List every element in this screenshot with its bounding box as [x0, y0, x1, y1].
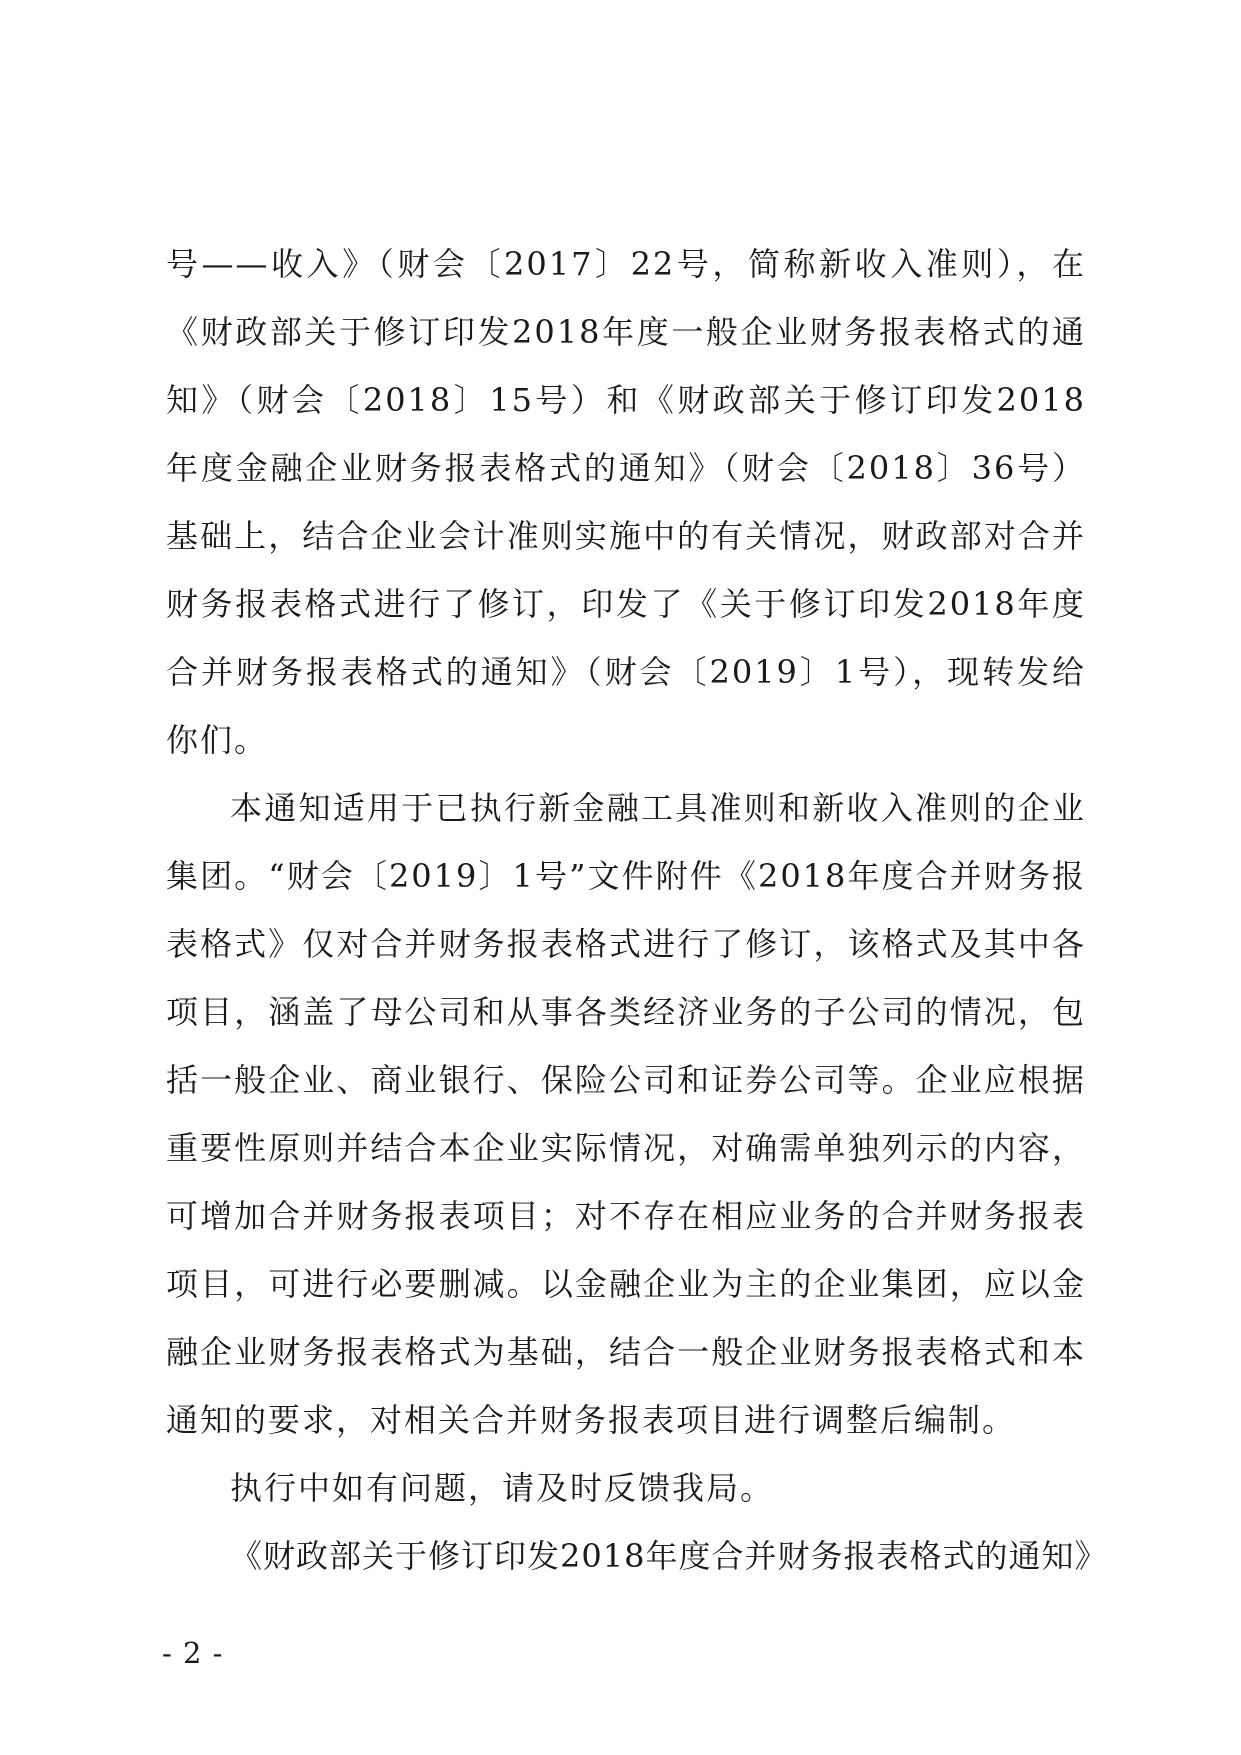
paragraph-feedback: 执行中如有问题，请及时反馈我局。: [230, 1469, 775, 1507]
page-number: - 2 -: [162, 1636, 224, 1670]
document-body: [166, 230, 1108, 1590]
paragraph-scope: 本通知适用于已执行新金融工具准则和新收入准则的企业集团。“财会〔2019〕1号”文件附件《2018年度合并财务报表格式》仅对合并财务报表格式进行了修订，该格式及其中各项目，涵盖了母公司和从事各类经济业务的子公司的情况，包括一般企业、商业银行、保险公司和证券公司等。企业应根据重要性原则并结合本企业实际情况，对确需单独列示的内容，可增加合并财务报表项目；对不存在相应业务的合并财务报表项目，可进行必要删减。以金融企业为主的企业集团，应以金融企业财务报表格式为基础，结合一般企业财务报表格式和本通知的要求，对相关合并财务报表项目进行调整后编制。: [166, 789, 1086, 1439]
attachment-title: 《财政部关于修订印发2018年度合并财务报表格式的通知》: [230, 1537, 1108, 1575]
paragraph-continuation: 号——收入》（财会〔2017〕22号，简称新收入准则），在《财政部关于修订印发2018年度一般企业财务报表格式的通知》（财会〔2018〕15号）和《财政部关于修订印发2018年度金融企业财务报表格式的通知》（财会〔2018〕36号）基础上，结合企业会计准则实施中的有关情况，财政部对合并财务报表格式进行了修订，印发了《关于修订印发2018年度合并财务报表格式的通知》（财会〔2019〕1号），现转发给你们。: [166, 245, 1086, 759]
